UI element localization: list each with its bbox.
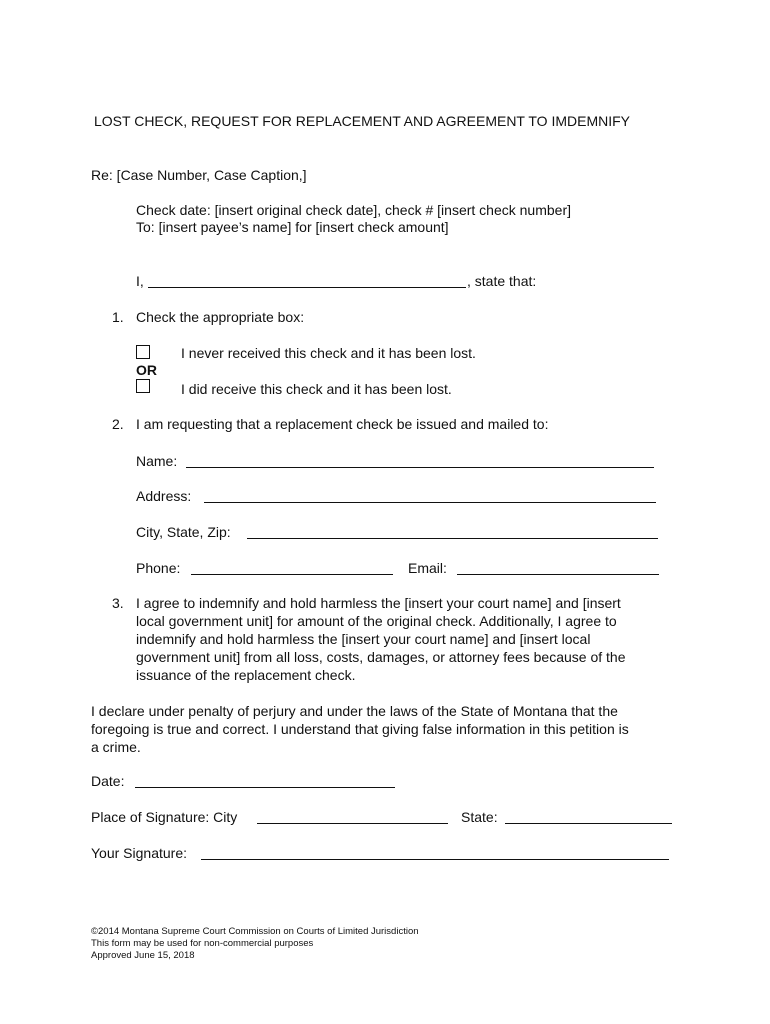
item-3-line-5: issuance of the replacement check.: [136, 667, 356, 683]
item-3-number: 3.: [112, 595, 124, 611]
phone-field-line[interactable]: [191, 574, 393, 575]
footer-approved-date: Approved June 15, 2018: [91, 950, 195, 961]
name-field-line[interactable]: [186, 467, 654, 468]
your-signature-label: Your Signature:: [91, 845, 187, 861]
city-state-zip-field-line[interactable]: [247, 538, 658, 539]
date-label: Date:: [91, 773, 125, 789]
or-label: OR: [136, 362, 157, 378]
item-3-line-2: local government unit] for amount of the original check. Additionally, I agree to: [136, 613, 617, 629]
state-label: State:: [461, 809, 498, 825]
item-3-line-1: I agree to indemnify and hold harmless the [insert your court name] and [insert: [136, 595, 621, 611]
item-1-text: Check the appropriate box:: [136, 309, 305, 325]
address-label: Address:: [136, 488, 192, 504]
state-field-line[interactable]: [505, 823, 672, 824]
city-state-zip-label: City, State, Zip:: [136, 524, 231, 540]
did-receive-checkbox[interactable]: [136, 379, 150, 393]
footer-copyright: ©2014 Montana Supreme Court Commission on Courts of Limited Jurisdiction: [91, 926, 419, 937]
city-field-line[interactable]: [257, 823, 448, 824]
email-field-line[interactable]: [457, 574, 659, 575]
name-label: Name:: [136, 453, 178, 469]
never-received-checkbox[interactable]: [136, 345, 150, 359]
place-of-signature-label: Place of Signature: City: [91, 809, 238, 825]
footer-usage-note: This form may be used for non-commercial purposes: [91, 938, 314, 949]
email-label: Email:: [408, 560, 447, 576]
declarant-name-line[interactable]: [148, 287, 466, 288]
item-3-line-4: government unit] from all loss, costs, damages, or attorney fees because of the: [136, 649, 626, 665]
document-title: LOST CHECK, REQUEST FOR REPLACEMENT AND AGREEMENT TO IMDEMNIFY: [94, 113, 630, 129]
signature-field-line[interactable]: [201, 859, 669, 860]
item-3-line-3: indemnify and hold harmless the [insert your court name] and [insert local: [136, 631, 591, 647]
payee-line: To: [insert payee’s name] for [insert check amount]: [136, 219, 449, 235]
declaration-line-3: a crime.: [91, 739, 141, 755]
never-received-label: I never received this check and it has been lost.: [181, 345, 476, 361]
phone-label: Phone:: [136, 560, 181, 576]
item-2-number: 2.: [112, 416, 124, 432]
check-date-line: Check date: [insert original check date], check # [insert check number]: [136, 202, 571, 218]
did-receive-label: I did receive this check and it has been lost.: [181, 381, 452, 397]
re-line: Re: [Case Number, Case Caption,]: [91, 167, 307, 183]
statement-prefix: I,: [136, 273, 144, 289]
declaration-line-1: I declare under penalty of perjury and under the laws of the State of Montana that the: [91, 703, 618, 719]
declaration-line-2: foregoing is true and correct. I understand that giving false information in this petition is: [91, 721, 629, 737]
statement-suffix: , state that:: [467, 273, 537, 289]
date-field-line[interactable]: [135, 787, 395, 788]
item-1-number: 1.: [112, 309, 124, 325]
item-2-text: I am requesting that a replacement check be issued and mailed to:: [136, 416, 549, 432]
address-field-line[interactable]: [204, 502, 656, 503]
